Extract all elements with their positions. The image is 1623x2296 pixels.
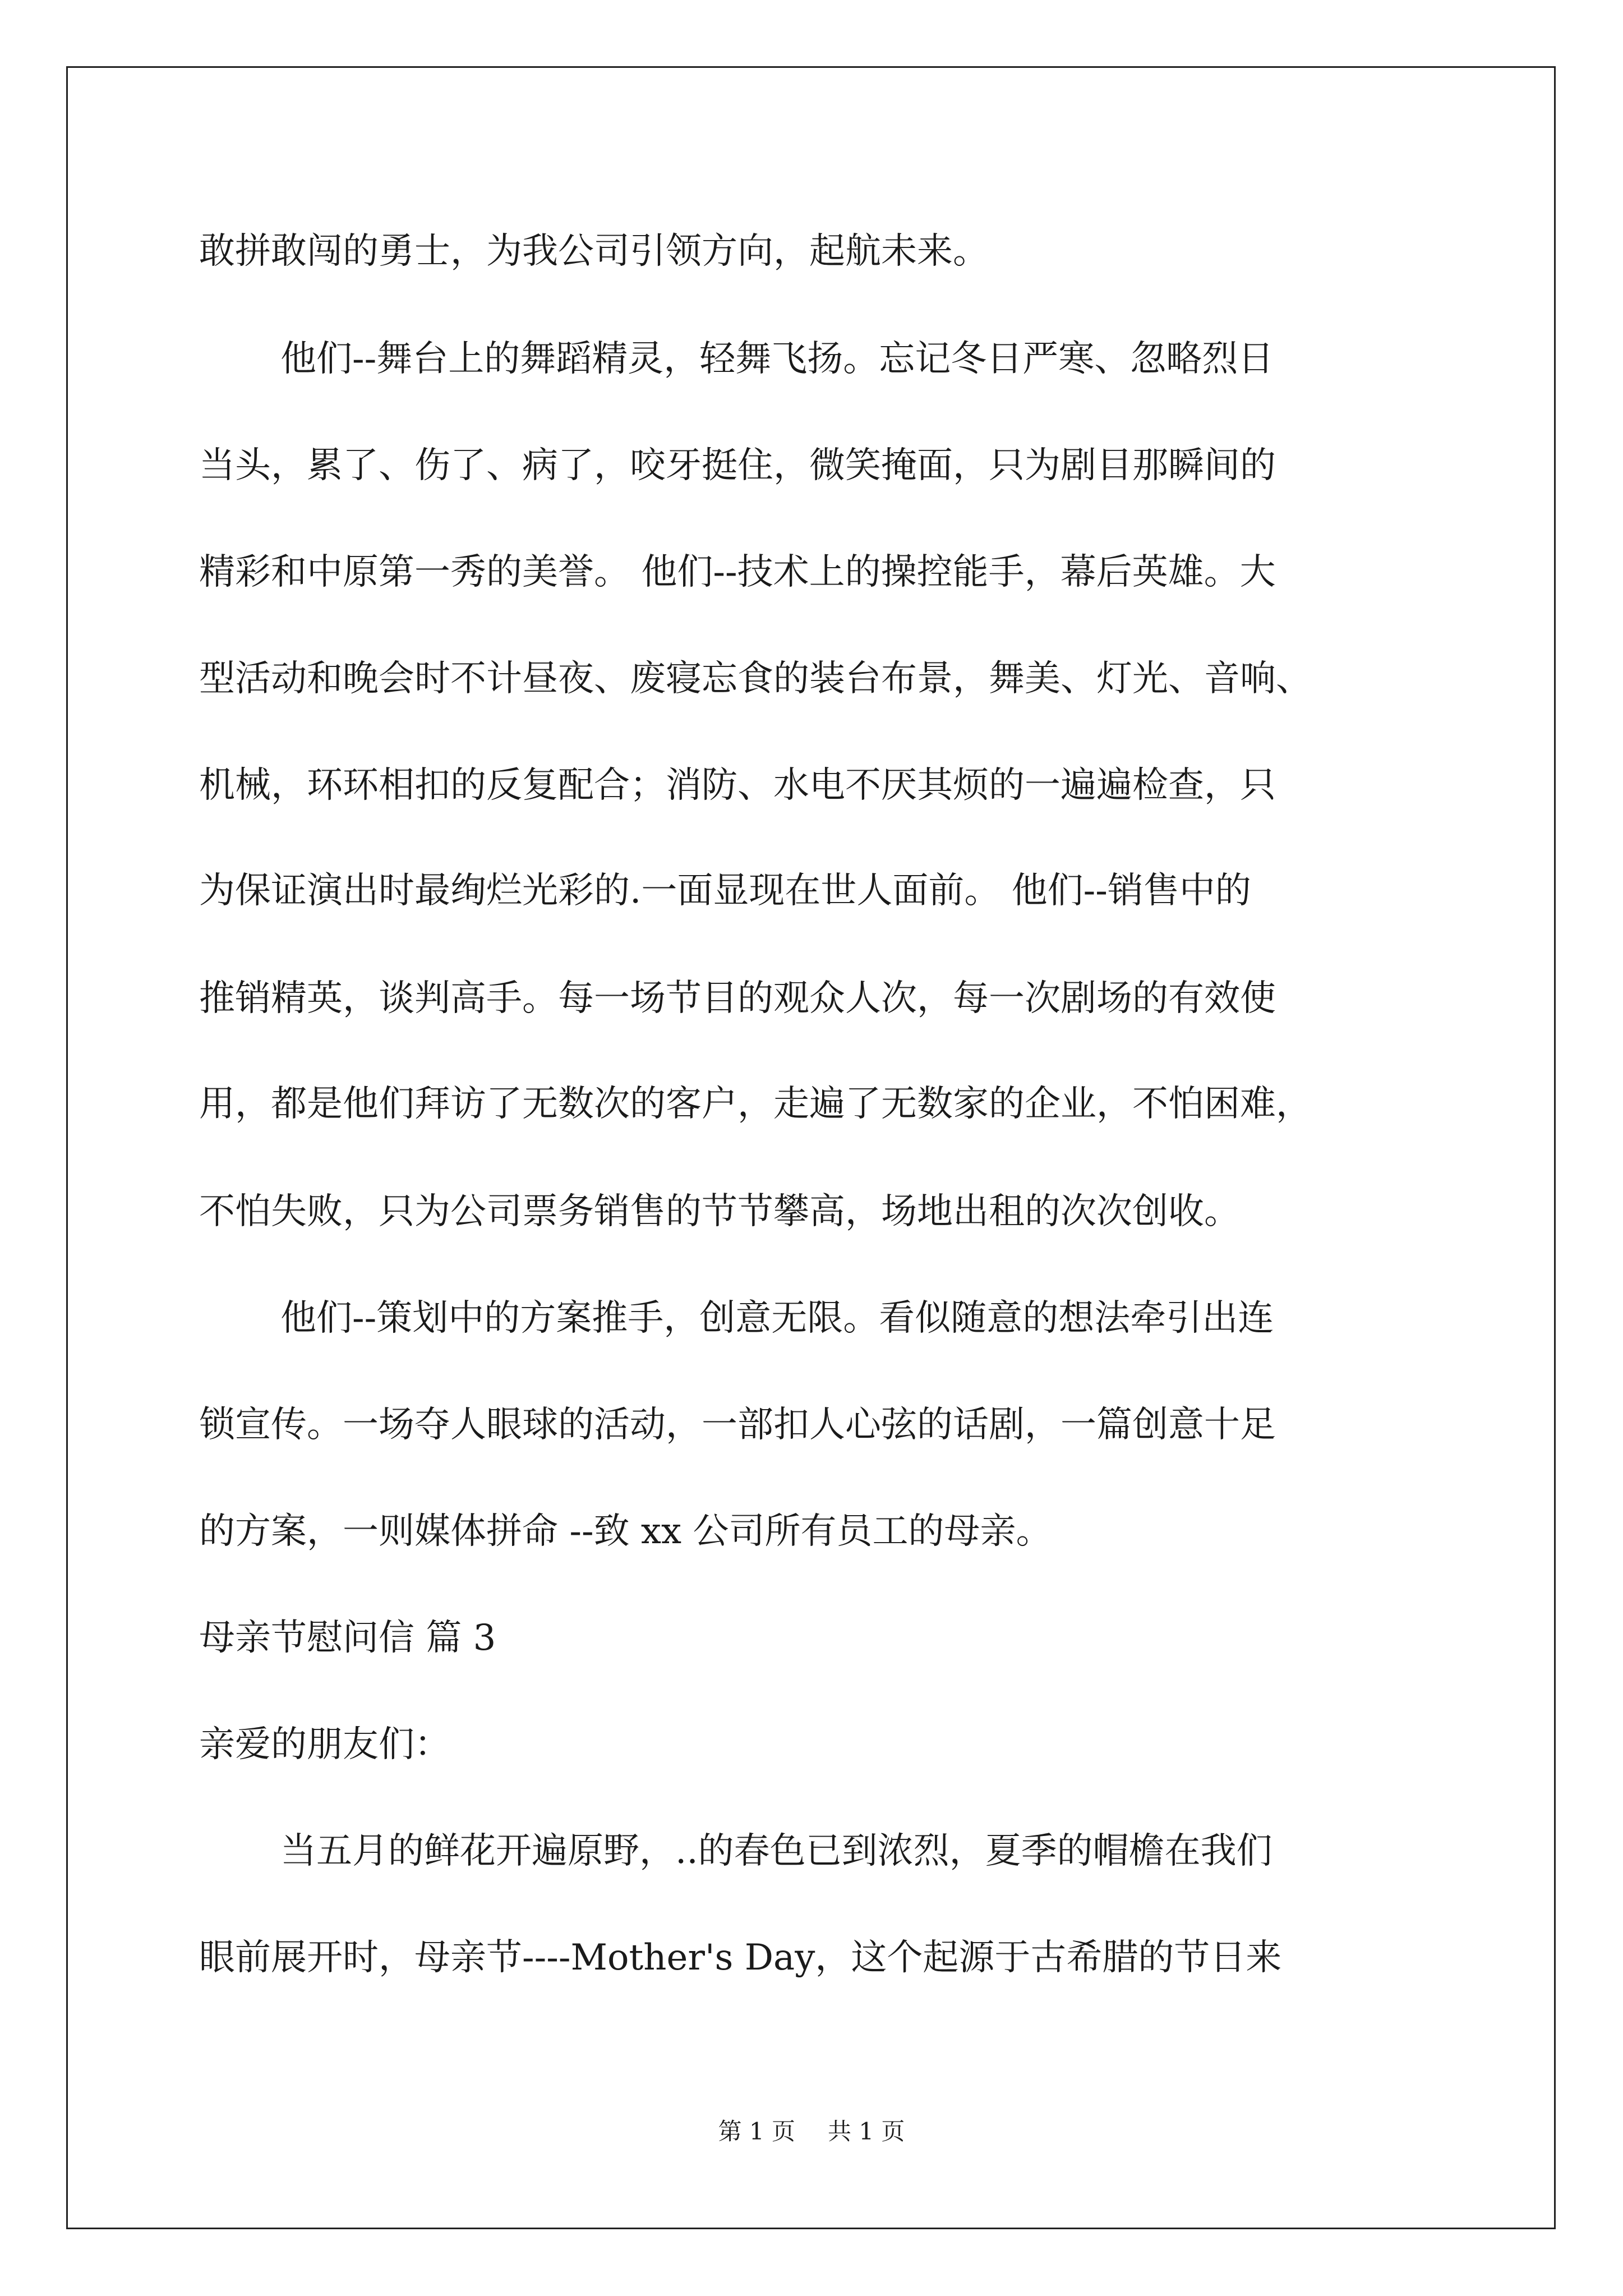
page-border — [66, 66, 1556, 2229]
body-line-5: 型活动和晚会时不计昼夜、废寝忘食的装台布景，舞美、灯光、音响、 — [199, 658, 1312, 700]
body-line-2: 他们--舞台上的舞蹈精灵，轻舞飞扬。忘记冬日严寒、忽略烈日 — [280, 338, 1274, 380]
body-line-13: 的方案，一则媒体拼命 --致 xx 公司所有员工的母亲。 — [199, 1511, 1052, 1552]
salutation: 亲爱的朋友们： — [199, 1724, 450, 1765]
body-line-7: 为保证演出时最绚烂光彩的.一面显现在世人面前。 他们--销售中的 — [199, 870, 1251, 912]
body-line-14: 当五月的鲜花开遍原野，..的春色已到浓烈，夏季的帽檐在我们 — [280, 1830, 1272, 1872]
body-line-9: 用，都是他们拜访了无数次的客户，走遍了无数家的企业，不怕困难， — [199, 1083, 1312, 1125]
body-line-3: 当头，累了、伤了、病了，咬牙挺住，微笑掩面，只为剧目那瞬间的 — [199, 445, 1276, 486]
body-line-12: 锁宣传。一场夺人眼球的活动，一部扣人心弦的话剧，一篇创意十足 — [199, 1404, 1276, 1446]
section-heading: 母亲节慰问信 篇 3 — [199, 1617, 496, 1659]
body-line-8: 推销精英，谈判高手。每一场节目的观众人次，每一次剧场的有效使 — [199, 978, 1276, 1019]
body-line-6: 机械，环环相扣的反复配合；消防、水电不厌其烦的一遍遍检查，只 — [199, 765, 1276, 806]
page-total: 共 1 页 — [828, 2118, 905, 2145]
body-line-10: 不怕失败，只为公司票务销售的节节攀高，场地出租的次次创收。 — [199, 1191, 1240, 1232]
body-line-4: 精彩和中原第一秀的美誉。 他们--技术上的操控能手，幕后英雄。大 — [199, 551, 1276, 593]
body-line-11: 他们--策划中的方案推手，创意无限。看似随意的想法牵引出连 — [280, 1297, 1274, 1339]
body-line-15: 眼前展开时，母亲节----Mother's Day，这个起源于古希腊的节日来 — [199, 1937, 1282, 1978]
page-footer — [0, 2116, 1623, 2147]
body-line-1: 敢拼敢闯的勇士，为我公司引领方向，起航未来。 — [199, 231, 989, 272]
page-number: 第 1 页 — [718, 2118, 795, 2145]
